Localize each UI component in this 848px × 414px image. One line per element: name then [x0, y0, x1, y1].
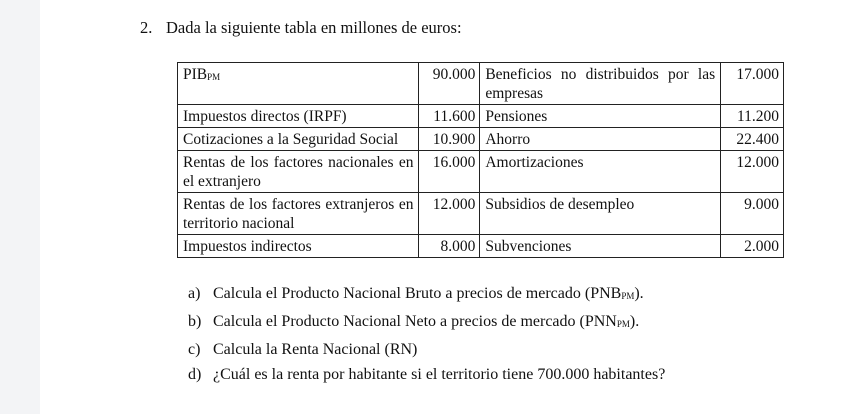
subscript: PM [616, 319, 630, 329]
right-label-cell: Beneficios no distribuidos por las empresas [480, 63, 721, 105]
right-value-cell: 2.000 [721, 235, 784, 258]
table-row [178, 151, 784, 193]
question-letter: c) [188, 341, 201, 358]
left-label-cell: Rentas de los factores extranjeros en territorio nacional [178, 193, 419, 235]
right-value-cell: 12.000 [721, 151, 784, 193]
table-row [178, 128, 784, 151]
question-tail: ). [634, 285, 644, 302]
right-label-cell: Pensiones [480, 105, 721, 128]
left-label-cell: Impuestos indirectos [178, 235, 419, 258]
question-list [188, 281, 665, 387]
question-tail: ). [629, 313, 640, 330]
question-text: Calcula el Producto Nacional Bruto a precios de mercado (PNB [213, 285, 622, 302]
exercise-heading [140, 18, 462, 38]
subscript: PM [207, 72, 221, 82]
left-label-cell: Rentas de los factores nacionales en el extranjero [178, 151, 419, 193]
right-value-cell: 11.200 [721, 105, 784, 128]
left-label-cell: PIBPM [178, 63, 419, 105]
left-label-cell: Cotizaciones a la Seguridad Social [178, 128, 419, 151]
right-value-cell: 22.400 [721, 128, 784, 151]
question-item [188, 309, 665, 337]
table-row [178, 193, 784, 235]
question-text: Calcula el Producto Nacional Neto a precios de mercado (PNN [213, 313, 617, 330]
question-item [188, 281, 665, 309]
right-label-cell: Subvenciones [480, 235, 721, 258]
left-value-cell: 10.900 [419, 128, 480, 151]
table-row [178, 63, 784, 105]
left-value-cell: 8.000 [419, 235, 480, 258]
right-label-cell: Amortizaciones [480, 151, 721, 193]
table-row [178, 235, 784, 258]
question-letter: a) [188, 285, 201, 302]
question-letter: b) [188, 313, 202, 330]
question-letter: d) [188, 366, 202, 383]
document-page [40, 0, 848, 414]
question-text: ¿Cuál es la renta por habitante si el territorio tiene 700.000 habitantes? [213, 366, 666, 383]
left-value-cell: 16.000 [419, 151, 480, 193]
right-label-cell: Ahorro [480, 128, 721, 151]
question-item [188, 337, 665, 362]
left-value-cell: 90.000 [419, 63, 480, 105]
right-value-cell: 17.000 [721, 63, 784, 105]
right-label-cell: Subsidios de desempleo [480, 193, 721, 235]
question-text: Calcula la Renta Nacional (RN) [213, 341, 418, 358]
question-item [188, 362, 665, 387]
left-value-cell: 12.000 [419, 193, 480, 235]
table-row [178, 105, 784, 128]
exercise-title: Dada la siguiente tabla en millones de euros: [166, 18, 462, 37]
left-label-cell: Impuestos directos (IRPF) [178, 105, 419, 128]
right-value-cell: 9.000 [721, 193, 784, 235]
exercise-number: 2. [140, 18, 153, 37]
left-value-cell: 11.600 [419, 105, 480, 128]
subscript: PM [621, 291, 635, 301]
economic-data-table [177, 62, 784, 258]
